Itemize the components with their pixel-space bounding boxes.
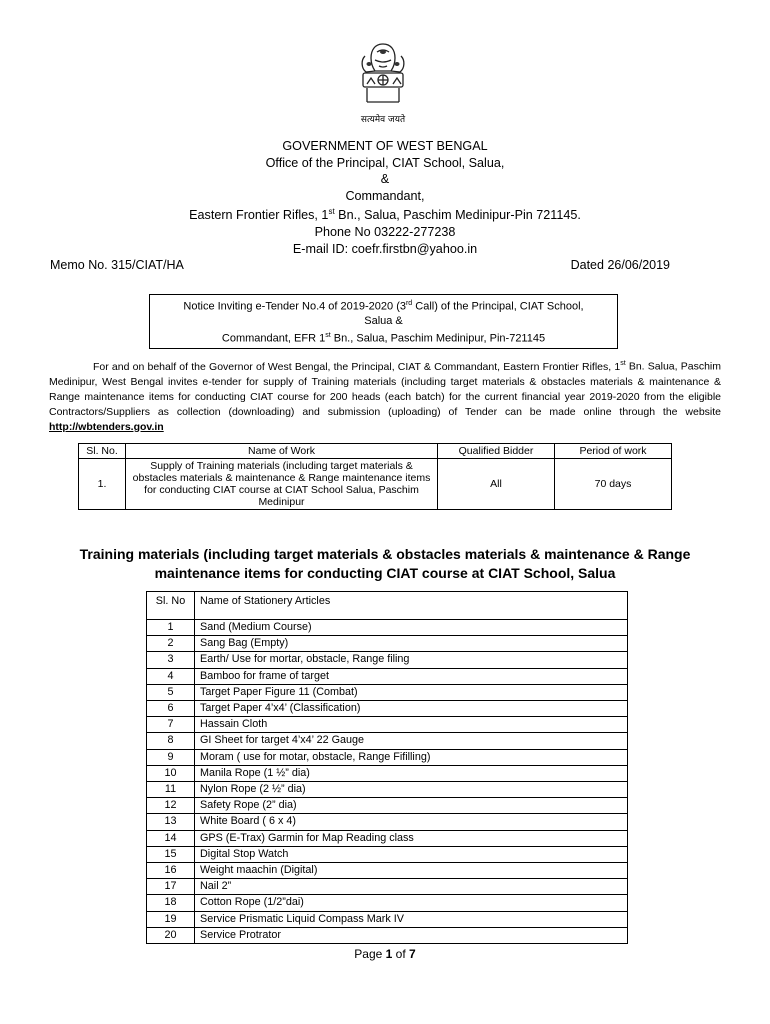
table-row	[147, 895, 628, 911]
item-sl: 17	[147, 879, 195, 895]
work-bidder: All	[438, 459, 555, 510]
item-name: White Board ( 6 x 4)	[195, 814, 628, 830]
table-row	[147, 636, 628, 652]
item-name: Moram ( use for motar, obstacle, Range Fifilling)	[195, 749, 628, 765]
section-title-line: Training materials (including target materials & obstacles materials & maintenance & Range	[79, 546, 691, 562]
item-sl: 3	[147, 652, 195, 668]
header-ampersand: &	[380, 172, 390, 187]
table-row	[147, 765, 628, 781]
state-emblem	[343, 40, 423, 124]
header-email: E-mail ID: coefr.firstbn@yahoo.in	[292, 241, 478, 256]
item-sl: 6	[147, 701, 195, 717]
item-sl: 8	[147, 733, 195, 749]
work-header-bidder: Qualified Bidder	[438, 444, 555, 459]
tender-website-link[interactable]: http://wbtenders.gov.in	[49, 420, 164, 433]
section-title	[60, 545, 710, 582]
intro-paragraph: For and on behalf of the Governor of West Bengal, the Principal, CIAT & Commandant, Eastern Frontier Rifles, 1st Bn. Salua, Paschim Medinipur, West Bengal invites e-tender for supply of Training materials (including target materials & obstacles materials & maintenance & Range maintenance items for conducting CIAT course for 200 heads (each batch) for the current financial year 2019-2020 from the eligible Contractors/Suppliers as collection (downloading) and submission (uploading) of Tender can be made online through the website http://wbtenders.gov.in	[49, 360, 721, 433]
section-title-line: maintenance items for conducting CIAT course at CIAT School, Salua	[154, 564, 616, 581]
state-emblem-icon	[353, 40, 413, 110]
table-row	[147, 668, 628, 684]
emblem-motto: सत्यमेव जयते	[360, 115, 406, 125]
table-row	[147, 733, 628, 749]
table-row	[147, 814, 628, 830]
footer-total-pages: 7	[409, 947, 416, 961]
items-header-name: Name of Stationery Articles	[195, 592, 628, 620]
item-sl: 10	[147, 765, 195, 781]
table-row	[147, 846, 628, 862]
office-header	[60, 138, 710, 257]
item-name: Hassain Cloth	[195, 717, 628, 733]
item-name: Sand (Medium Course)	[195, 620, 628, 636]
item-sl: 12	[147, 798, 195, 814]
memo-date: Dated 26/06/2019	[570, 258, 670, 272]
item-name: Nylon Rope (2 ½” dia)	[195, 782, 628, 798]
header-commandant: Commandant,	[345, 188, 425, 203]
item-name: Nail 2”	[195, 879, 628, 895]
item-name: GI Sheet for target 4’x4’ 22 Gauge	[195, 733, 628, 749]
item-name: Bamboo for frame of target	[195, 668, 628, 684]
item-name: Service Prismatic Liquid Compass Mark IV	[195, 911, 628, 927]
notice-line: Notice Inviting e-Tender No.4 of 2019-2020 (3rd Call) of the Principal, CIAT School,	[183, 300, 584, 313]
item-name: GPS (E-Trax) Garmin for Map Reading class	[195, 830, 628, 846]
header-office: Office of the Principal, CIAT School, Salua,	[265, 155, 505, 170]
table-row	[147, 717, 628, 733]
header-government: GOVERNMENT OF WEST BENGAL	[282, 139, 488, 153]
table-row	[147, 684, 628, 700]
table-row	[147, 911, 628, 927]
table-row	[147, 830, 628, 846]
item-sl: 9	[147, 749, 195, 765]
item-sl: 5	[147, 684, 195, 700]
table-row	[147, 927, 628, 943]
table-row	[147, 798, 628, 814]
item-name: Digital Stop Watch	[195, 846, 628, 862]
notice-box	[149, 294, 618, 349]
table-row	[147, 782, 628, 798]
item-sl: 19	[147, 911, 195, 927]
item-sl: 1	[147, 620, 195, 636]
work-name: Supply of Training materials (including target materials & obstacles materials & maintenance & Range maintenance items for conducting CIAT course at CIAT School Salua, Paschim Medinipur	[126, 459, 438, 510]
item-sl: 11	[147, 782, 195, 798]
work-table	[78, 443, 672, 510]
item-name: Manila Rope (1 ½” dia)	[195, 765, 628, 781]
header-phone: Phone No 03222-277238	[314, 225, 456, 240]
work-table-header	[79, 444, 672, 459]
item-sl: 7	[147, 717, 195, 733]
work-header-period: Period of work	[555, 444, 672, 459]
footer-of-word: of	[392, 947, 410, 961]
item-sl: 15	[147, 846, 195, 862]
notice-line: Salua &	[364, 315, 403, 328]
item-name: Sang Bag (Empty)	[195, 636, 628, 652]
item-sl: 2	[147, 636, 195, 652]
table-row	[147, 620, 628, 636]
table-row	[147, 749, 628, 765]
items-table-header	[147, 592, 628, 620]
memo-number: Memo No. 315/CIAT/HA	[50, 258, 184, 272]
table-row	[147, 701, 628, 717]
item-name: Target Paper Figure 11 (Combat)	[195, 684, 628, 700]
item-name: Cotton Rope (1/2”dai)	[195, 895, 628, 911]
item-sl: 20	[147, 927, 195, 943]
table-row	[79, 459, 672, 510]
items-header-sl: Sl. No	[147, 592, 195, 620]
work-header-sl: Sl. No.	[79, 444, 126, 459]
notice-line: Commandant, EFR 1st Bn., Salua, Paschim Medinipur, Pin-721145	[221, 331, 546, 345]
item-sl: 14	[147, 830, 195, 846]
work-sl: 1.	[79, 459, 126, 510]
item-sl: 18	[147, 895, 195, 911]
item-sl: 16	[147, 863, 195, 879]
items-table	[146, 591, 628, 944]
footer-page-word: Page	[354, 947, 386, 961]
table-row	[147, 879, 628, 895]
item-name: Target Paper 4’x4’ (Classification)	[195, 701, 628, 717]
item-sl: 13	[147, 814, 195, 830]
item-sl: 4	[147, 668, 195, 684]
item-name: Weight maachin (Digital)	[195, 863, 628, 879]
table-row	[147, 863, 628, 879]
table-row	[147, 652, 628, 668]
footer-current-page: 1	[385, 947, 393, 961]
item-name: Service Protrator	[195, 927, 628, 943]
page-footer	[0, 947, 770, 961]
work-period: 70 days	[555, 459, 672, 510]
item-name: Earth/ Use for mortar, obstacle, Range filing	[195, 652, 628, 668]
work-header-name: Name of Work	[126, 444, 438, 459]
item-name: Safety Rope (2” dia)	[195, 798, 628, 814]
header-address: Eastern Frontier Rifles, 1st Bn., Salua, Paschim Medinipur-Pin 721145.	[189, 207, 581, 223]
